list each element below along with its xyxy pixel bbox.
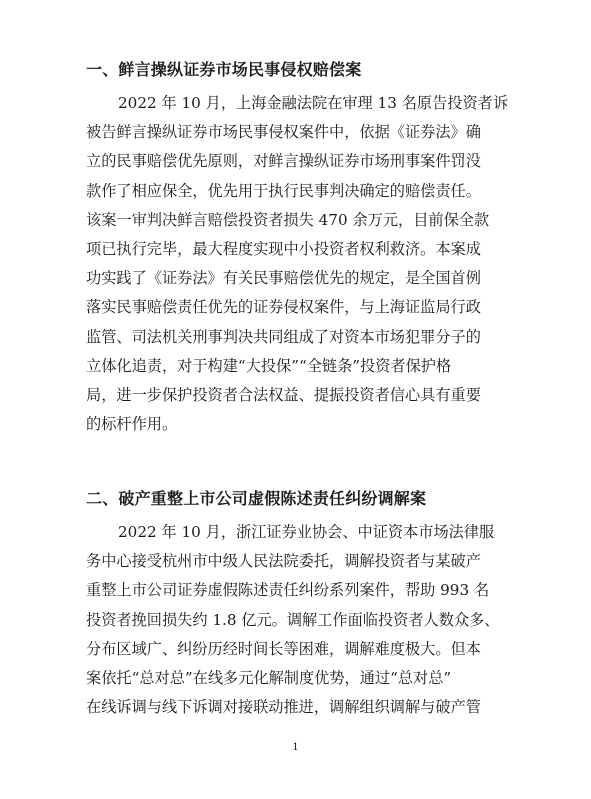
section-1-heading: 一、鲜言操纵证券市场民事侵权赔偿案 [86, 60, 362, 79]
paragraph-line: 分布区域广、纠纷历经时间长等困难，调解难度极大。但本 [86, 639, 481, 658]
paragraph-line: 2022 年 10 月，浙江证券业协会、中证资本市场法律服 [118, 523, 495, 541]
paragraph-line: 的标杆作用。 [86, 415, 178, 434]
paragraph-line: 落实民事赔偿责任优先的证券侵权案件，与上海证监局行政 [86, 298, 481, 317]
page-number: 1 [292, 742, 299, 753]
paragraph-line: 被告鲜言操纵证券市场民事侵权案件中，依据《证券法》确 [86, 123, 481, 142]
paragraph-line: 投资者挽回损失约 1.8 亿元。调解工作面临投资者人数众多、 [86, 610, 500, 629]
paragraph-line: 该案一审判决鲜言赔偿投资者损失 470 余万元，目前保全款 [86, 210, 490, 229]
paragraph-line: 项已执行完毕，最大程度实现中小投资者权利救济。本案成 [86, 239, 481, 258]
paragraph-line: 案依托“总对总”在线多元化解制度优势，通过“总对总” [86, 668, 452, 687]
paragraph-line: 款作了相应保全，优先用于执行民事判决确定的赔偿责任。 [86, 181, 481, 200]
paragraph-line: 局，进一步保护投资者合法权益、提振投资者信心具有重要 [86, 385, 481, 404]
paragraph-line: 务中心接受杭州市中级人民法院委托，调解投资者与某破产 [86, 552, 481, 571]
paragraph-line: 立的民事赔偿优先原则，对鲜言操纵证券市场刑事案件罚没 [86, 152, 481, 171]
paragraph-line: 2022 年 10 月，上海金融法院在审理 13 名原告投资者诉 [118, 94, 509, 112]
paragraph-line: 在线诉调与线下诉调对接联动推进，调解组织调解与破产管 [86, 698, 481, 717]
section-1-paragraph [86, 89, 509, 439]
paragraph-line: 重整上市公司证券虚假陈述责任纠纷系列案件，帮助 993 名 [86, 581, 490, 600]
paragraph-line: 监管、司法机关刑事判决共同组成了对资本市场犯罪分子的 [86, 327, 481, 346]
paragraph-line: 功实践了《证券法》有关民事赔偿优先的规定，是全国首例 [86, 269, 481, 288]
paragraph-line: 立体化追责，对于构建“大投保”“全链条”投资者保护格 [86, 356, 452, 375]
section-2-paragraph [86, 518, 506, 722]
section-2-heading: 二、破产重整上市公司虚假陈述责任纠纷调解案 [86, 489, 427, 508]
